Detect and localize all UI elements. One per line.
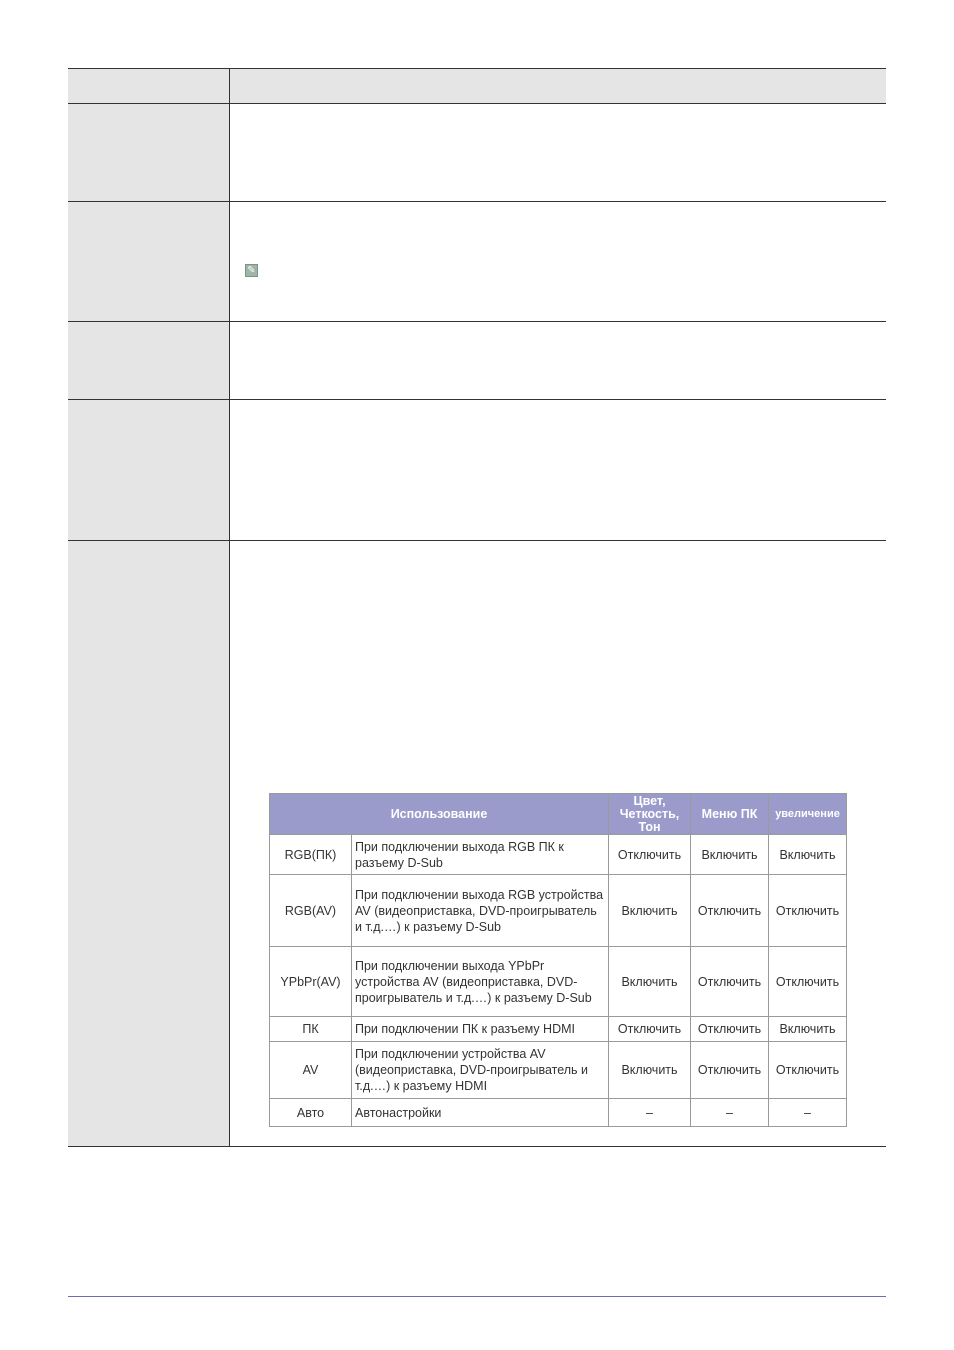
mode-pc-menu: Отключить	[691, 1017, 769, 1042]
footer-divider	[68, 1296, 886, 1297]
settings-row-label	[68, 400, 230, 541]
settings-row-description	[230, 202, 887, 322]
mode-source: RGB(ПК)	[270, 835, 352, 875]
mode-table-row	[270, 835, 847, 875]
mode-table-row	[270, 875, 847, 947]
mode-source: RGB(AV)	[270, 875, 352, 947]
mode-color: Включить	[609, 1042, 691, 1099]
mode-header-zoom: увеличение	[769, 794, 847, 835]
settings-row-label	[68, 202, 230, 322]
mode-usage: При подключении выхода RGB ПК к разъему D-Sub	[352, 835, 609, 875]
mode-table-row	[270, 947, 847, 1017]
settings-row	[68, 322, 886, 400]
mode-header-color: Цвет, Четкость, Тон	[609, 794, 691, 835]
mode-table-row	[270, 1099, 847, 1127]
mode-source: YPbPr(AV)	[270, 947, 352, 1017]
settings-header-row	[68, 69, 886, 104]
mode-color: Отключить	[609, 835, 691, 875]
mode-source: ПК	[270, 1017, 352, 1042]
mode-usage: При подключении устройства AV (видеоприставка, DVD-проигрыватель и т.д.…) к разъему HDMI	[352, 1042, 609, 1099]
mode-usage: При подключении ПК к разъему HDMI	[352, 1017, 609, 1042]
mode-zoom: Отключить	[769, 1042, 847, 1099]
mode-zoom: Включить	[769, 1017, 847, 1042]
mode-pc-menu: Отключить	[691, 1042, 769, 1099]
mode-pc-menu: Отключить	[691, 875, 769, 947]
header-cell-menu	[68, 69, 230, 104]
settings-row-description	[230, 400, 887, 541]
mode-zoom: –	[769, 1099, 847, 1127]
mode-pc-menu: –	[691, 1099, 769, 1127]
mode-header-pc-menu: Меню ПК	[691, 794, 769, 835]
mode-color: –	[609, 1099, 691, 1127]
mode-source: AV	[270, 1042, 352, 1099]
settings-row-label	[68, 322, 230, 400]
note-pencil-icon: ✎	[245, 264, 258, 277]
mode-table-header-row	[270, 794, 847, 835]
header-cell-description	[230, 69, 887, 104]
mode-pc-menu: Отключить	[691, 947, 769, 1017]
mode-color: Включить	[609, 875, 691, 947]
settings-row-description	[230, 104, 887, 202]
mode-zoom: Отключить	[769, 947, 847, 1017]
mode-header-usage: Использование	[270, 794, 609, 835]
mode-zoom: Отключить	[769, 875, 847, 947]
settings-row-description	[230, 322, 887, 400]
settings-row	[68, 104, 886, 202]
settings-row-label	[68, 104, 230, 202]
mode-color: Отключить	[609, 1017, 691, 1042]
mode-source: Авто	[270, 1099, 352, 1127]
mode-table-row	[270, 1042, 847, 1099]
mode-zoom: Включить	[769, 835, 847, 875]
mode-usage: При подключении выхода RGB устройства AV (видеоприставка, DVD-проигрыватель и т.д.…) к разъему D-Sub	[352, 875, 609, 947]
mode-usage-table	[269, 793, 847, 1127]
settings-row-label	[68, 541, 230, 1147]
settings-row	[68, 400, 886, 541]
mode-usage: Автонастройки	[352, 1099, 609, 1127]
mode-pc-menu: Включить	[691, 835, 769, 875]
settings-row	[68, 202, 886, 322]
mode-table-row	[270, 1017, 847, 1042]
mode-color: Включить	[609, 947, 691, 1017]
mode-usage: При подключении выхода YPbPr устройства AV (видеоприставка, DVD-проигрыватель и т.д.…) к разъему D-Sub	[352, 947, 609, 1017]
